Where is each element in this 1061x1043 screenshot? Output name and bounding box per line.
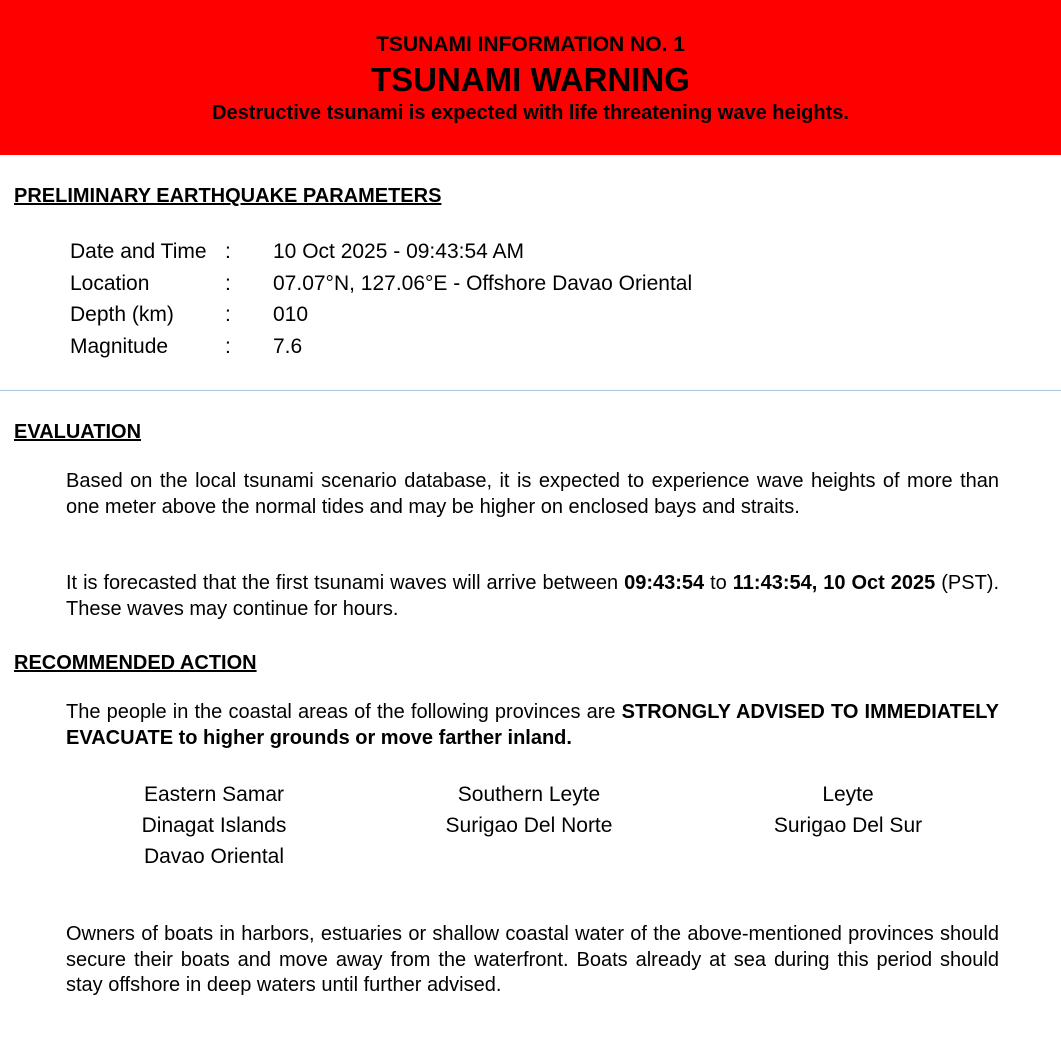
forecast-suffix: (PST). These waves may continue for hours. (66, 572, 1000, 620)
earthquake-parameters-heading: PRELIMINARY EARTHQUAKE PARAMETERS (14, 185, 442, 207)
parameter-label: Depth (km) (70, 303, 174, 326)
warning-level-title: TSUNAMI WARNING (371, 61, 690, 98)
recommended-action-heading: RECOMMENDED ACTION (14, 652, 257, 674)
forecast-connector: to (704, 572, 733, 594)
evacuation-advice-paragraph (66, 700, 999, 751)
province-item: Southern Leyte (457, 783, 601, 806)
parameter-label: Location (70, 271, 150, 295)
parameter-colon: : (225, 240, 231, 263)
parameter-colon: : (225, 271, 231, 295)
parameter-label: Date and Time (70, 240, 207, 263)
parameter-colon: : (225, 334, 231, 358)
province-item: Dinagat Islands (141, 814, 287, 837)
evaluation-heading: EVALUATION (14, 421, 142, 443)
section-divider (0, 390, 1061, 391)
forecast-prefix: It is forecasted that the first tsunami waves will arrive between (66, 572, 625, 594)
arrival-forecast-paragraph (66, 571, 999, 622)
parameter-value: 10 Oct 2025 - 09:43:54 AM (273, 240, 524, 263)
province-item: Surigao Del Norte (445, 814, 613, 837)
evaluation-paragraph: Based on the local tsunami scenario database, it is expected to experience wave heights of more than one meter above the normal tides and may be higher on enclosed bays and straits. (66, 470, 999, 518)
province-item: Davao Oriental (143, 845, 285, 868)
forecast-start-time: 09:43:54 (624, 572, 705, 594)
province-item: Surigao Del Sur (773, 814, 923, 837)
province-item: Leyte (822, 783, 874, 806)
parameter-value: 7.6 (273, 334, 303, 358)
parameter-value: 010 (273, 303, 309, 326)
province-item: Eastern Samar (143, 783, 285, 806)
boat-owners-paragraph: Owners of boats in harbors, estuaries or shallow coastal water of the above-mentioned provinces should secure their boats and move away from the waterfront. Boats already at sea during this period should stay offshore in deep waters until further advised. (66, 923, 999, 996)
warning-banner (0, 0, 1061, 155)
parameter-label: Magnitude (70, 334, 169, 358)
advice-emphasis: STRONGLY ADVISED TO IMMEDIATELY EVACUATE to higher grounds or move farther inland. (66, 701, 1000, 749)
bulletin-number-title: TSUNAMI INFORMATION NO. 1 (376, 33, 685, 56)
forecast-end-time: 11:43:54, 10 Oct 2025 (732, 572, 936, 594)
parameter-colon: : (225, 303, 231, 326)
advice-prefix: The people in the coastal areas of the following provinces are (66, 701, 622, 723)
warning-subtitle: Destructive tsunami is expected with life threatening wave heights. (212, 102, 849, 124)
parameter-value: 07.07°N, 127.06°E - Offshore Davao Oriental (273, 271, 693, 295)
